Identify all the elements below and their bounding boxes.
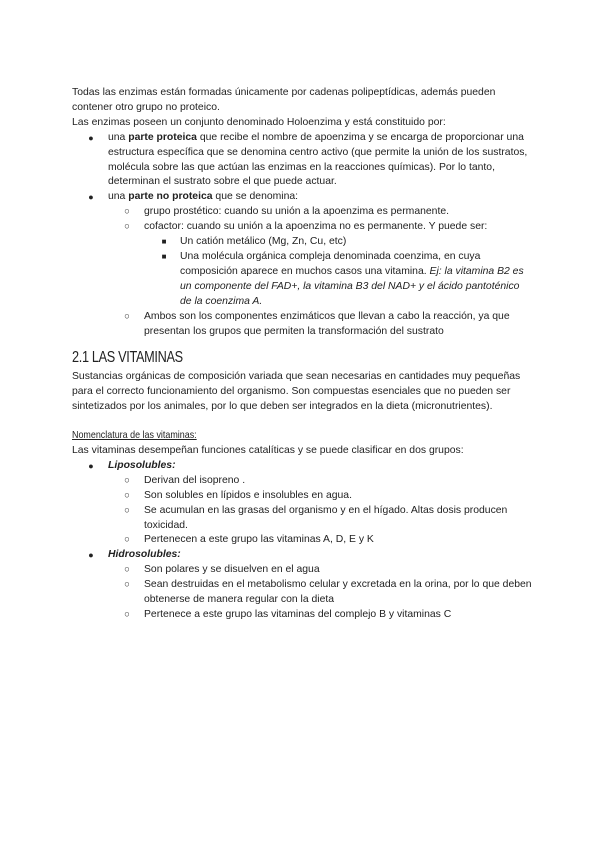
nomenclatura-intro-paragraph: Las vitaminas desempeñan funciones catalíticas y se puede clasificar en dos grupos: bbox=[72, 445, 464, 457]
intro-paragraph: Todas las enzimas están formadas únicamente por cadenas polipeptídicas, además pueden contener otro grupo no proteico. bbox=[72, 87, 496, 113]
circle-bullet-icon: ○ bbox=[124, 206, 130, 218]
circle-bullet-icon: ○ bbox=[124, 534, 130, 546]
disc-bullet-icon: ● bbox=[88, 192, 94, 203]
square-bullet-icon: ■ bbox=[161, 237, 167, 247]
list-item-grupo-prostetico: ○ grupo prostético: cuando su unión a la apoenzima es permanente. bbox=[72, 205, 532, 220]
bold-term: parte no proteica bbox=[128, 191, 213, 203]
group-title: Hidrosolubles: bbox=[108, 549, 181, 561]
vitaminas-classification-list bbox=[72, 459, 532, 623]
circle-bullet-icon: ○ bbox=[124, 609, 130, 620]
section-heading-vitaminas: 2.1 LAS VITAMINAS bbox=[72, 349, 183, 367]
list-item: ○ Derivan del isopreno . bbox=[72, 474, 532, 489]
italic-example: Ej: la vitamina B2 es un componente del FAD+, la vitamina B3 del NAD+ y el ácido pantoténico de la coenzima A. bbox=[180, 265, 524, 307]
list-item: ○ Se acumulan en las grasas del organismo y en el hígado. Altas dosis producen toxicidad. bbox=[72, 504, 532, 534]
circle-bullet-icon: ○ bbox=[124, 489, 130, 501]
square-bullet-icon: ■ bbox=[161, 251, 167, 261]
list-item: ○ Pertenecen a este grupo las vitaminas A, D, E y K bbox=[72, 533, 532, 548]
subheading-nomenclatura: Nomenclatura de las vitaminas: bbox=[72, 430, 197, 442]
document-body bbox=[72, 86, 532, 623]
circle-bullet-icon: ○ bbox=[124, 504, 130, 516]
circle-bullet-icon: ○ bbox=[124, 310, 130, 322]
disc-bullet-icon: ● bbox=[88, 550, 94, 561]
list-item-cofactor: ○ cofactor: cuando su unión a la apoenzima no es permanente. Y puede ser: bbox=[72, 220, 532, 235]
list-item-cation-metalico: ■ Un catión metálico (Mg, Zn, Cu, etc) bbox=[72, 235, 532, 250]
list-item: ○ Son polares y se disuelven en el agua bbox=[72, 563, 532, 578]
list-item-liposolubles bbox=[72, 459, 532, 474]
list-item-coenzima: ■ Una molécula orgánica compleja denominada coenzima, en cuya composición aparece en muchos casos una vitamina. Ej: la vitamina B2 es un componente del FAD+, la vitamina B3 del NAD+ y el ácido pantoténico de la coenzima A. bbox=[72, 250, 532, 310]
holoenzima-list bbox=[72, 131, 532, 340]
circle-bullet-icon: ○ bbox=[124, 474, 130, 486]
holoenzima-paragraph: Las enzimas poseen un conjunto denominado Holoenzima y está constituido por: bbox=[72, 116, 446, 128]
circle-bullet-icon: ○ bbox=[124, 579, 130, 591]
list-item-ambos: ○ Ambos son los componentes enzimáticos que llevan a cabo la reacción, ya que presentan los grupos que permiten la transformación del sustrato bbox=[72, 310, 532, 340]
list-item: ○ Pertenece a este grupo las vitaminas del complejo B y vitaminas C bbox=[72, 608, 532, 623]
list-item-hidrosolubles bbox=[72, 548, 532, 563]
list-item-parte-no-proteica: ● una parte no proteica que se denomina: bbox=[72, 190, 532, 205]
vitaminas-intro-paragraph: Sustancias orgánicas de composición variada que sean necesarias en cantidades muy pequeñas para el correcto funcionamiento del organismo. Son compuestas esenciales que no pueden ser sintetizados por los animales, por lo que deben ser integrados en la dieta (micronutrientes). bbox=[72, 371, 521, 413]
list-item: ○ Son solubles en lípidos e insolubles en agua. bbox=[72, 489, 532, 504]
bold-term: parte proteica bbox=[128, 131, 197, 143]
circle-bullet-icon: ○ bbox=[124, 564, 130, 576]
disc-bullet-icon: ● bbox=[88, 460, 94, 471]
list-item: ○ Sean destruidas en el metabolismo celular y excretada en la orina, por lo que deben obtenerse de manera regular con la dieta bbox=[72, 578, 532, 608]
disc-bullet-icon: ● bbox=[88, 132, 94, 143]
group-title: Liposolubles: bbox=[108, 459, 176, 471]
circle-bullet-icon: ○ bbox=[124, 221, 130, 233]
list-item-parte-proteica: ● una parte proteica que recibe el nombre de apoenzima y se encarga de proporcionar una estructura específica que se denomina centro activo (que permite la unión de los sustratos, molécula sobre las que actúan las enzimas en la reacciones químicas). Por lo tanto, determinan el sustrato sobre el que puede actuar. bbox=[72, 131, 532, 191]
